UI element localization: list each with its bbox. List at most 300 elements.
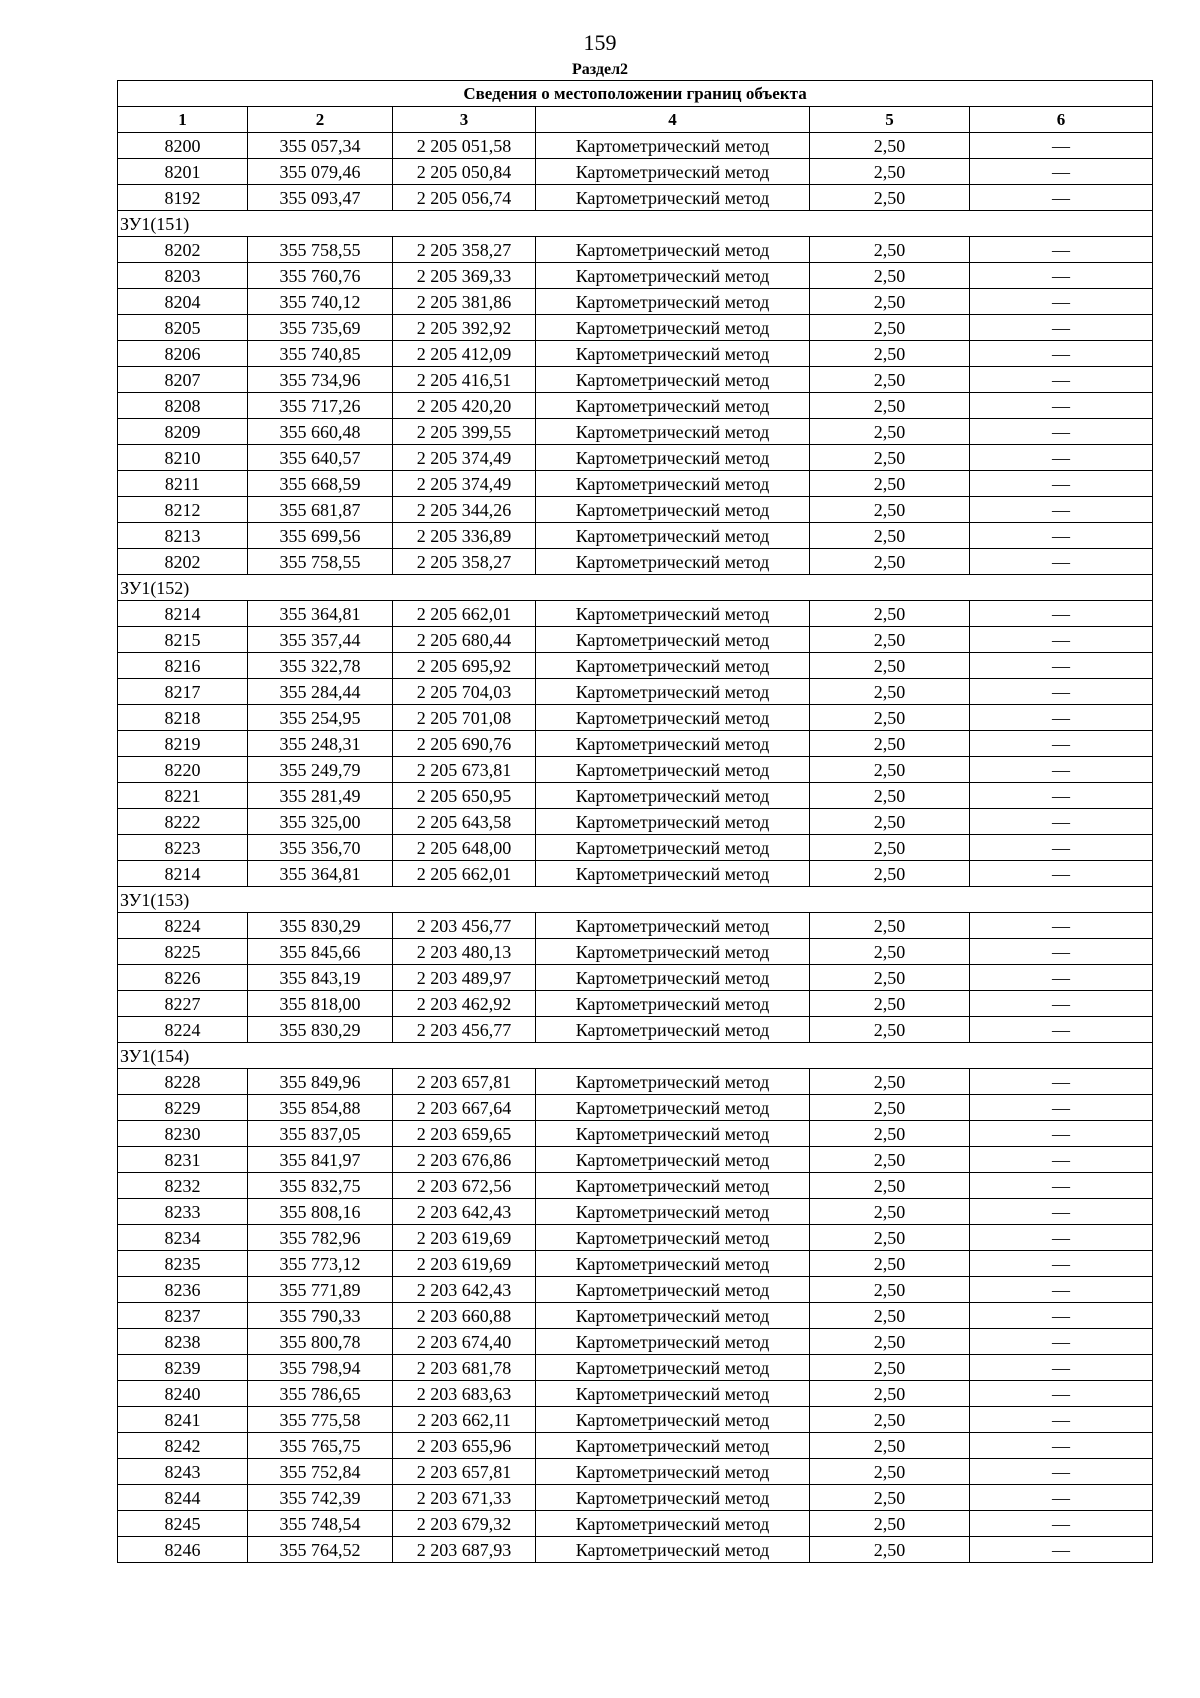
table-row xyxy=(118,1095,1153,1121)
description: — xyxy=(970,289,1153,315)
method: Картометрический метод xyxy=(536,549,810,575)
description: — xyxy=(970,1017,1153,1043)
land-plot-label: ЗУ1(154) xyxy=(118,1043,1153,1069)
accuracy: 2,50 xyxy=(810,835,970,861)
point-number: 8212 xyxy=(118,497,248,523)
accuracy: 2,50 xyxy=(810,757,970,783)
coordinate-y: 2 205 701,08 xyxy=(393,705,536,731)
description: — xyxy=(970,601,1153,627)
accuracy: 2,50 xyxy=(810,1381,970,1407)
accuracy: 2,50 xyxy=(810,939,970,965)
accuracy: 2,50 xyxy=(810,1069,970,1095)
column-number: 3 xyxy=(393,107,536,133)
method: Картометрический метод xyxy=(536,809,810,835)
coordinate-y: 2 205 420,20 xyxy=(393,393,536,419)
point-number: 8217 xyxy=(118,679,248,705)
method: Картометрический метод xyxy=(536,1199,810,1225)
coordinate-y: 2 205 374,49 xyxy=(393,445,536,471)
point-number: 8226 xyxy=(118,965,248,991)
accuracy: 2,50 xyxy=(810,393,970,419)
coordinate-x: 355 752,84 xyxy=(248,1459,393,1485)
accuracy: 2,50 xyxy=(810,1485,970,1511)
coordinate-y: 2 205 051,58 xyxy=(393,133,536,159)
accuracy: 2,50 xyxy=(810,1147,970,1173)
table-row xyxy=(118,393,1153,419)
coordinate-x: 355 322,78 xyxy=(248,653,393,679)
point-number: 8231 xyxy=(118,1147,248,1173)
method: Картометрический метод xyxy=(536,315,810,341)
method: Картометрический метод xyxy=(536,289,810,315)
description: — xyxy=(970,1381,1153,1407)
method: Картометрический метод xyxy=(536,601,810,627)
accuracy: 2,50 xyxy=(810,1407,970,1433)
description: — xyxy=(970,1147,1153,1173)
coordinate-x: 355 740,12 xyxy=(248,289,393,315)
table-row xyxy=(118,1485,1153,1511)
accuracy: 2,50 xyxy=(810,1017,970,1043)
coordinate-y: 2 203 619,69 xyxy=(393,1225,536,1251)
point-number: 8213 xyxy=(118,523,248,549)
coordinate-y: 2 203 642,43 xyxy=(393,1199,536,1225)
coordinate-y: 2 203 619,69 xyxy=(393,1251,536,1277)
point-number: 8214 xyxy=(118,601,248,627)
description: — xyxy=(970,445,1153,471)
coordinate-y: 2 205 643,58 xyxy=(393,809,536,835)
coordinate-y: 2 205 399,55 xyxy=(393,419,536,445)
coordinate-y: 2 205 673,81 xyxy=(393,757,536,783)
description: — xyxy=(970,1121,1153,1147)
method: Картометрический метод xyxy=(536,1381,810,1407)
accuracy: 2,50 xyxy=(810,1251,970,1277)
accuracy: 2,50 xyxy=(810,185,970,211)
coordinate-x: 355 093,47 xyxy=(248,185,393,211)
method: Картометрический метод xyxy=(536,1303,810,1329)
accuracy: 2,50 xyxy=(810,1199,970,1225)
coordinate-x: 355 758,55 xyxy=(248,237,393,263)
point-number: 8206 xyxy=(118,341,248,367)
coordinate-x: 355 790,33 xyxy=(248,1303,393,1329)
table-row xyxy=(118,809,1153,835)
accuracy: 2,50 xyxy=(810,289,970,315)
coordinate-y: 2 203 462,92 xyxy=(393,991,536,1017)
point-number: 8200 xyxy=(118,133,248,159)
description: — xyxy=(970,237,1153,263)
accuracy: 2,50 xyxy=(810,861,970,887)
accuracy: 2,50 xyxy=(810,1329,970,1355)
description: — xyxy=(970,627,1153,653)
coordinate-x: 355 760,76 xyxy=(248,263,393,289)
method: Картометрический метод xyxy=(536,1459,810,1485)
description: — xyxy=(970,1069,1153,1095)
coordinate-y: 2 205 695,92 xyxy=(393,653,536,679)
coordinate-y: 2 205 358,27 xyxy=(393,237,536,263)
method: Картометрический метод xyxy=(536,341,810,367)
coordinate-x: 355 699,56 xyxy=(248,523,393,549)
method: Картометрический метод xyxy=(536,471,810,497)
description: — xyxy=(970,835,1153,861)
point-number: 8220 xyxy=(118,757,248,783)
method: Картометрический метод xyxy=(536,1511,810,1537)
coordinate-y: 2 205 344,26 xyxy=(393,497,536,523)
table-row xyxy=(118,1537,1153,1563)
coordinate-x: 355 800,78 xyxy=(248,1329,393,1355)
description: — xyxy=(970,861,1153,887)
accuracy: 2,50 xyxy=(810,549,970,575)
description: — xyxy=(970,731,1153,757)
point-number: 8224 xyxy=(118,1017,248,1043)
coordinate-x: 355 740,85 xyxy=(248,341,393,367)
coordinate-x: 355 079,46 xyxy=(248,159,393,185)
group-header-row xyxy=(118,575,1153,601)
accuracy: 2,50 xyxy=(810,627,970,653)
method: Картометрический метод xyxy=(536,237,810,263)
table-row xyxy=(118,263,1153,289)
point-number: 8203 xyxy=(118,263,248,289)
coordinate-y: 2 203 676,86 xyxy=(393,1147,536,1173)
coordinate-x: 355 773,12 xyxy=(248,1251,393,1277)
column-numbers-row xyxy=(118,107,1153,133)
point-number: 8192 xyxy=(118,185,248,211)
coordinate-x: 355 748,54 xyxy=(248,1511,393,1537)
accuracy: 2,50 xyxy=(810,315,970,341)
table-row xyxy=(118,601,1153,627)
table-row xyxy=(118,419,1153,445)
description: — xyxy=(970,757,1153,783)
description: — xyxy=(970,783,1153,809)
table-row xyxy=(118,1303,1153,1329)
accuracy: 2,50 xyxy=(810,1277,970,1303)
point-number: 8234 xyxy=(118,1225,248,1251)
description: — xyxy=(970,1095,1153,1121)
group-header-row xyxy=(118,211,1153,237)
method: Картометрический метод xyxy=(536,185,810,211)
method: Картометрический метод xyxy=(536,705,810,731)
point-number: 8215 xyxy=(118,627,248,653)
point-number: 8211 xyxy=(118,471,248,497)
coordinate-x: 355 771,89 xyxy=(248,1277,393,1303)
description: — xyxy=(970,1407,1153,1433)
method: Картометрический метод xyxy=(536,1147,810,1173)
description: — xyxy=(970,1511,1153,1537)
accuracy: 2,50 xyxy=(810,809,970,835)
method: Картометрический метод xyxy=(536,367,810,393)
description: — xyxy=(970,1303,1153,1329)
method: Картометрический метод xyxy=(536,991,810,1017)
coordinate-y: 2 203 655,96 xyxy=(393,1433,536,1459)
table-row xyxy=(118,835,1153,861)
description: — xyxy=(970,1537,1153,1563)
coordinate-y: 2 205 358,27 xyxy=(393,549,536,575)
coordinate-y: 2 205 374,49 xyxy=(393,471,536,497)
point-number: 8245 xyxy=(118,1511,248,1537)
accuracy: 2,50 xyxy=(810,367,970,393)
accuracy: 2,50 xyxy=(810,237,970,263)
coordinate-x: 355 818,00 xyxy=(248,991,393,1017)
coordinate-y: 2 205 662,01 xyxy=(393,601,536,627)
accuracy: 2,50 xyxy=(810,1225,970,1251)
table-row xyxy=(118,1381,1153,1407)
boundary-coordinates-table xyxy=(117,80,1153,1563)
table-row xyxy=(118,627,1153,653)
coordinate-x: 355 832,75 xyxy=(248,1173,393,1199)
description: — xyxy=(970,705,1153,731)
method: Картометрический метод xyxy=(536,731,810,757)
table-row xyxy=(118,1355,1153,1381)
accuracy: 2,50 xyxy=(810,601,970,627)
description: — xyxy=(970,393,1153,419)
point-number: 8218 xyxy=(118,705,248,731)
description: — xyxy=(970,549,1153,575)
coordinate-x: 355 735,69 xyxy=(248,315,393,341)
table-row xyxy=(118,1511,1153,1537)
method: Картометрический метод xyxy=(536,1069,810,1095)
point-number: 8243 xyxy=(118,1459,248,1485)
description: — xyxy=(970,809,1153,835)
coordinate-y: 2 205 416,51 xyxy=(393,367,536,393)
coordinate-y: 2 205 369,33 xyxy=(393,263,536,289)
coordinate-y: 2 203 456,77 xyxy=(393,1017,536,1043)
accuracy: 2,50 xyxy=(810,1121,970,1147)
coordinate-x: 355 248,31 xyxy=(248,731,393,757)
coordinate-x: 355 325,00 xyxy=(248,809,393,835)
method: Картометрический метод xyxy=(536,445,810,471)
table-row xyxy=(118,445,1153,471)
coordinate-x: 355 845,66 xyxy=(248,939,393,965)
method: Картометрический метод xyxy=(536,783,810,809)
coordinate-y: 2 203 660,88 xyxy=(393,1303,536,1329)
coordinate-y: 2 205 648,00 xyxy=(393,835,536,861)
table-row xyxy=(118,497,1153,523)
method: Картометрический метод xyxy=(536,393,810,419)
point-number: 8225 xyxy=(118,939,248,965)
point-number: 8239 xyxy=(118,1355,248,1381)
description: — xyxy=(970,185,1153,211)
method: Картометрический метод xyxy=(536,1121,810,1147)
coordinate-x: 355 364,81 xyxy=(248,861,393,887)
method: Картометрический метод xyxy=(536,965,810,991)
method: Картометрический метод xyxy=(536,913,810,939)
table-row xyxy=(118,237,1153,263)
coordinate-x: 355 830,29 xyxy=(248,1017,393,1043)
point-number: 8224 xyxy=(118,913,248,939)
accuracy: 2,50 xyxy=(810,913,970,939)
table-row xyxy=(118,1017,1153,1043)
description: — xyxy=(970,1485,1153,1511)
description: — xyxy=(970,315,1153,341)
description: — xyxy=(970,679,1153,705)
coordinate-y: 2 205 336,89 xyxy=(393,523,536,549)
accuracy: 2,50 xyxy=(810,159,970,185)
coordinate-x: 355 765,75 xyxy=(248,1433,393,1459)
section-title: Раздел2 xyxy=(571,61,629,78)
point-number: 8222 xyxy=(118,809,248,835)
table-caption: Сведения о местоположении границ объекта xyxy=(118,81,1153,107)
accuracy: 2,50 xyxy=(810,523,970,549)
accuracy: 2,50 xyxy=(810,653,970,679)
accuracy: 2,50 xyxy=(810,679,970,705)
accuracy: 2,50 xyxy=(810,991,970,1017)
description: — xyxy=(970,1277,1153,1303)
table-row xyxy=(118,939,1153,965)
table-row xyxy=(118,1407,1153,1433)
table-row xyxy=(118,523,1153,549)
method: Картометрический метод xyxy=(536,159,810,185)
method: Картометрический метод xyxy=(536,1407,810,1433)
coordinate-x: 355 057,34 xyxy=(248,133,393,159)
description: — xyxy=(970,367,1153,393)
point-number: 8219 xyxy=(118,731,248,757)
point-number: 8236 xyxy=(118,1277,248,1303)
coordinate-y: 2 205 392,92 xyxy=(393,315,536,341)
coordinate-y: 2 203 681,78 xyxy=(393,1355,536,1381)
coordinate-x: 355 734,96 xyxy=(248,367,393,393)
coordinate-x: 355 841,97 xyxy=(248,1147,393,1173)
point-number: 8233 xyxy=(118,1199,248,1225)
method: Картометрический метод xyxy=(536,1095,810,1121)
accuracy: 2,50 xyxy=(810,1355,970,1381)
method: Картометрический метод xyxy=(536,497,810,523)
table-row xyxy=(118,1121,1153,1147)
table-row xyxy=(118,341,1153,367)
method: Картометрический метод xyxy=(536,1277,810,1303)
description: — xyxy=(970,159,1153,185)
method: Картометрический метод xyxy=(536,1329,810,1355)
method: Картометрический метод xyxy=(536,133,810,159)
description: — xyxy=(970,965,1153,991)
accuracy: 2,50 xyxy=(810,1537,970,1563)
coordinate-y: 2 203 456,77 xyxy=(393,913,536,939)
page-number: 159 xyxy=(583,30,617,55)
accuracy: 2,50 xyxy=(810,445,970,471)
coordinate-y: 2 203 662,11 xyxy=(393,1407,536,1433)
table-row xyxy=(118,965,1153,991)
method: Картометрический метод xyxy=(536,1017,810,1043)
description: — xyxy=(970,419,1153,445)
table-row xyxy=(118,367,1153,393)
table-row xyxy=(118,679,1153,705)
method: Картометрический метод xyxy=(536,419,810,445)
point-number: 8230 xyxy=(118,1121,248,1147)
accuracy: 2,50 xyxy=(810,1095,970,1121)
table-row xyxy=(118,1277,1153,1303)
accuracy: 2,50 xyxy=(810,471,970,497)
table-row xyxy=(118,1433,1153,1459)
table-row xyxy=(118,1069,1153,1095)
coordinate-x: 355 660,48 xyxy=(248,419,393,445)
description: — xyxy=(970,1173,1153,1199)
method: Картометрический метод xyxy=(536,861,810,887)
point-number: 8235 xyxy=(118,1251,248,1277)
description: — xyxy=(970,497,1153,523)
coordinate-x: 355 786,65 xyxy=(248,1381,393,1407)
method: Картометрический метод xyxy=(536,1485,810,1511)
coordinate-x: 355 742,39 xyxy=(248,1485,393,1511)
description: — xyxy=(970,939,1153,965)
coordinate-x: 355 284,44 xyxy=(248,679,393,705)
column-number: 1 xyxy=(118,107,248,133)
land-plot-label: ЗУ1(151) xyxy=(118,211,1153,237)
table-row xyxy=(118,1459,1153,1485)
coordinate-y: 2 203 679,32 xyxy=(393,1511,536,1537)
coordinate-x: 355 775,58 xyxy=(248,1407,393,1433)
group-header-row xyxy=(118,887,1153,913)
coordinate-y: 2 203 672,56 xyxy=(393,1173,536,1199)
coordinate-x: 355 843,19 xyxy=(248,965,393,991)
coordinate-x: 355 281,49 xyxy=(248,783,393,809)
coordinate-y: 2 205 680,44 xyxy=(393,627,536,653)
coordinate-x: 355 357,44 xyxy=(248,627,393,653)
accuracy: 2,50 xyxy=(810,1511,970,1537)
method: Картометрический метод xyxy=(536,679,810,705)
point-number: 8214 xyxy=(118,861,248,887)
point-number: 8207 xyxy=(118,367,248,393)
method: Картометрический метод xyxy=(536,263,810,289)
accuracy: 2,50 xyxy=(810,419,970,445)
method: Картометрический метод xyxy=(536,835,810,861)
method: Картометрический метод xyxy=(536,653,810,679)
coordinate-x: 355 854,88 xyxy=(248,1095,393,1121)
coordinate-y: 2 205 662,01 xyxy=(393,861,536,887)
table-row xyxy=(118,315,1153,341)
column-number: 6 xyxy=(970,107,1153,133)
accuracy: 2,50 xyxy=(810,497,970,523)
accuracy: 2,50 xyxy=(810,1173,970,1199)
coordinate-x: 355 717,26 xyxy=(248,393,393,419)
table-body xyxy=(118,133,1153,1563)
table-row xyxy=(118,1173,1153,1199)
coordinate-y: 2 203 642,43 xyxy=(393,1277,536,1303)
accuracy: 2,50 xyxy=(810,341,970,367)
description: — xyxy=(970,1433,1153,1459)
coordinate-x: 355 798,94 xyxy=(248,1355,393,1381)
coordinate-x: 355 668,59 xyxy=(248,471,393,497)
point-number: 8201 xyxy=(118,159,248,185)
table-row xyxy=(118,705,1153,731)
table-row xyxy=(118,289,1153,315)
point-number: 8240 xyxy=(118,1381,248,1407)
point-number: 8210 xyxy=(118,445,248,471)
accuracy: 2,50 xyxy=(810,1459,970,1485)
accuracy: 2,50 xyxy=(810,133,970,159)
table-row xyxy=(118,159,1153,185)
coordinate-x: 355 782,96 xyxy=(248,1225,393,1251)
point-number: 8216 xyxy=(118,653,248,679)
coordinate-y: 2 203 687,93 xyxy=(393,1537,536,1563)
table-header xyxy=(118,81,1153,133)
point-number: 8208 xyxy=(118,393,248,419)
method: Картометрический метод xyxy=(536,1537,810,1563)
description: — xyxy=(970,913,1153,939)
description: — xyxy=(970,1199,1153,1225)
coordinate-y: 2 203 671,33 xyxy=(393,1485,536,1511)
method: Картометрический метод xyxy=(536,1355,810,1381)
description: — xyxy=(970,1459,1153,1485)
coordinate-x: 355 764,52 xyxy=(248,1537,393,1563)
description: — xyxy=(970,1355,1153,1381)
table-row xyxy=(118,549,1153,575)
coordinate-y: 2 205 056,74 xyxy=(393,185,536,211)
description: — xyxy=(970,991,1153,1017)
accuracy: 2,50 xyxy=(810,1303,970,1329)
method: Картометрический метод xyxy=(536,1433,810,1459)
method: Картометрический метод xyxy=(536,757,810,783)
point-number: 8227 xyxy=(118,991,248,1017)
coordinate-y: 2 205 381,86 xyxy=(393,289,536,315)
table-caption-row xyxy=(118,81,1153,107)
point-number: 8204 xyxy=(118,289,248,315)
coordinate-y: 2 203 489,97 xyxy=(393,965,536,991)
point-number: 8221 xyxy=(118,783,248,809)
